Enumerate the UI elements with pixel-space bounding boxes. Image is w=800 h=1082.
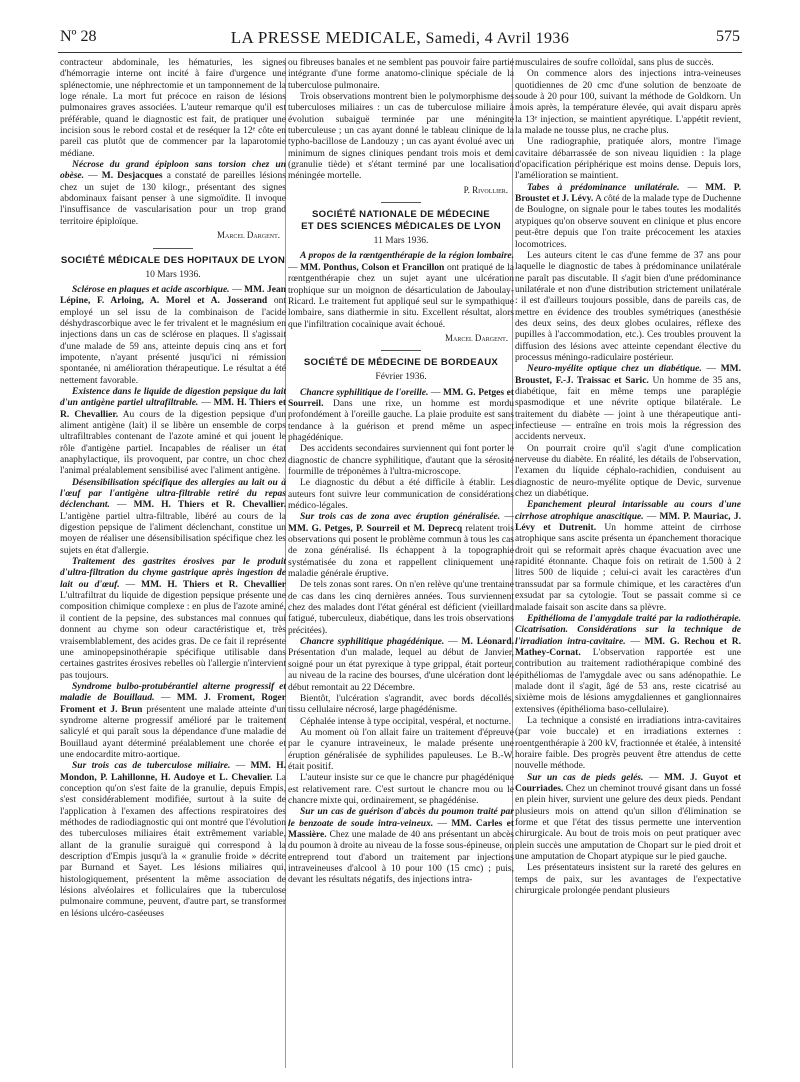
session-date: 10 Mars 1936. (145, 269, 201, 280)
article-authors: MM. H. Thiers et R. Chevallier (141, 579, 286, 590)
signature: Marcel Dargent. (445, 332, 508, 343)
paragraph: Des accidents secondaires surviennent qui font porter le diagnostic de chancre syphilitique, d'autant que la sérosité fourmille de tréponèmes à l'ultra-microscope. (288, 444, 514, 477)
paragraph: Au moment où l'on allait faire un traitement d'épreuve par le cyanure intraveineux, le malade présente une éruption généralisée de syphilides papuleuses. Le B.-W. était positif. (288, 727, 514, 772)
paragraph: Les présentateurs insistent sur la rareté des gelures en temps de paix, sur les avantages de l'expectative chirurgicale prolongée pendant plusieurs (515, 863, 741, 897)
paragraph: Les auteurs citent le cas d'une femme de 37 ans pour laquelle le diagnostic de tabes à prédominance unilatérale ne paraît pas discutable. Il s'agit bien d'une prédominance unilatérale et non d'une distribution strictement unilatérale : il est d'ailleurs toujours possible, dans de pareils cas, de mettre en évidence des troubles symétriques (anesthésie des deux seins, des deux globes oculaires, réflexe des pupilles à l'accommodation, etc.). Ces troubles prouvent la diffusion des lésions avec atteinte cependant élective du processus méningo-radiculaire postérieur. (515, 250, 741, 363)
article-necrose: Nécrose du grand épiploon sans torsion chez un obèse. — M. Desjacques a constaté de pareilles lésions chez un sujet de 130 kilogr., présentant des signes abdominaux faisant penser à une sigmoïdite. Il invoque l'insuffisance de vascularisation pour un trop grand territoire épiploïque. (60, 160, 286, 227)
article-title: Sur trois cas de tuberculose miliaire. (72, 761, 231, 772)
article-text: Chez une malade de 40 ans présentant un abcès du poumon à droite au niveau de la fosse sous-épineuse, on entreprend tout d'abord un traitement par injections intraveineuses d'alcool à 10 pour 100 (15 cmc) ; puis, devant les résultats négatifs, des injections intra- (288, 829, 514, 886)
article-authors: MM. J. Guyot et Courriades. (515, 772, 741, 794)
column-1 (60, 58, 286, 1072)
article-title: Désensibilisation spécifique des allergies au lait ou à l'œuf par l'antigène ultra-filtrable retiré du repas déclenchant. (60, 477, 286, 511)
paragraph: L'auteur insiste sur ce que le chancre pur phagédénique est relativement rare. C'est surtout le chancre mou ou le chancre mixte qui, ordinairement, se phagédénise. (288, 773, 514, 806)
signature: Marcel Dargent. (217, 230, 280, 241)
header-rule (58, 52, 742, 53)
article-desensibilisation: Désensibilisation spécifique des allergies au lait ou à l'œuf par l'antigène ultra-filtrable retiré du repas déclenchant. — MM. H. Thiers et R. Chevallier. L'antigène partiel ultra-filtrable, libéré au cours de la digestion pepsique de l'aliment déclenchant, constitue un moyen de réaliser une désensibilisation spécifique chez les sujets en état d'allergie. (60, 477, 286, 556)
article-existence: Existence dans le liquide de digestion pepsique du lait d'un antigène partiel ultrafiltrable. — MM. H. Thiers et R. Chevallier. Au cours de la digestion pepsique d'un aliment antigène (lait) il se libère un ensemble de corps ultrafiltrables contenant de l'azote aminé et qui jouent le rôle d'antigène partiel. Incapables de réaliser un état anaphylactique, ils provoquent, par contre, un choc chez l'animal préalablement sensibilisé avec l'aliment antigène. (60, 386, 286, 477)
paragraph: La technique a consisté en irradiations intra-cavitaires (par voie buccale) et en irradiations externes : roentgenthérapie à 200 kV, fractionnée et étalée, à intensité horaire faible. Des progrès peuvent être attendus de cette nouvelle méthode. (515, 715, 741, 772)
article-title: Sclérose en plaques et acide ascorbique. (72, 284, 230, 295)
society-heading: SOCIÉTÉ DE MÉDECINE DE BORDEAUX (303, 357, 499, 369)
paragraph: On commence alors des injections intra-veineuses quotidiennes de 20 cmc d'une solution de benzoate de soude à 20 pour 100, suivant la méthode de Goldkorn. Un mois après, la température élevée, qui avait disparu après la 13ᵉ injection, se maintient apyrétique. L'appétit revient, la malade ne tousse plus, ne crache plus. (515, 69, 741, 137)
article-text: Présentation d'un malade, lequel au début de Janvier, soigné pour un état pyrexique à type grippal, était porteur, au niveau de la racine des bourses, d'une ulcération dont le début remontait au 22 Décembre. (288, 648, 514, 693)
article-epanchement: Epanchement pleural intarissable au cours d'une cirrhose atrophique anascitique. — MM. P. Mauriac, J. Lévy et Dutrenit. Un homme atteint de cirrhose atrophique sans ascite présenta un épanchement thoracique droit qui se reformait après chaque évacuation avec une rapidité étonnante. Chaque fois on retirait de 1.500 à 2 litres 500 de liquide ; celui-ci avait les caractères d'un transsudat par sa formule chimique, et les caractères d'un exsudat par sa cytologie. Tout se passait comme si ce malade faisait son ascite dans sa plèvre. (515, 500, 741, 613)
paragraph: contracteur abdominale, les hématuries, les signes d'hémorragie interne ont incité à faire d'urgence une splénectomie, une néphrectomie et un tamponnement de la loge rénale. La mort fut précoce en raison de lésions pulmonaires graves associées. L'auteur remarque qu'il est préférable, quand le diagnostic est fait, de pratiquer une incision sous le rebord costal et de reséquer la 12ᵉ côte en pareil cas plutôt que de commencer par la laparotomie médiane. (60, 58, 286, 159)
article-title: Sur trois cas de zona avec éruption généralisée. (300, 512, 501, 523)
article-text: Un homme atteint de cirrhose atrophique sans ascite présenta un épanchement thoracique droit qui se reformait après chaque évacuation avec une rapidité étonnante. Chaque fois on retirait de 1.500 à 2 litres 500 de liquide ; celui-ci avait les caractères d'un transsudat par sa formule chimique, et les caractères d'un exsudat par sa cytologie. Tout se passait comme si ce malade faisait son ascite dans sa plèvre. (515, 523, 741, 613)
separator-rule (153, 248, 193, 249)
article-title: Chancre syphilitique phagédénique. (300, 637, 445, 648)
article-authors: MM. Broustet, F.-J. Traissac et Saric. (515, 364, 741, 386)
article-title: Existence dans le liquide de digestion pepsique du lait d'un antigène partiel ultrafiltrable. (60, 386, 286, 409)
page-header (60, 28, 740, 52)
article-title: Epithélioma de l'amygdale traité par la radiothérapie. Cicatrisation. Considérations sur la technique de l'irradiation intra-cavitaire. (515, 613, 741, 647)
article-authors: MM. P. Mauriac, J. Lévy et Dutrenit. (515, 511, 741, 534)
session-date: 11 Mars 1936. (373, 236, 429, 247)
article-text: La conception qu'on s'est faite de la granulie, depuis Empis, s'est considérablement modifiée, surtout à la suite de l'application à l'examen des affections respiratoires des méthodes de radiodiagnostic qui ont montré que l'évolution des tuberculoses miliaires était extrêmement variable, allant de la granulie suraiguë qui correspond à la description d'Empis jusqu'à la « granulie froide » décrite par Burnand et Sayet. Les lésions miliaires qui, histologiquement, présentent la même association de lésions alvéolaires et folliculaires que la tuberculose pulmonaire commune, peuvent, d'autre part, se transformer en lésions ulcéro-caséeuses (60, 772, 286, 919)
article-authors: M. Léonard. (461, 637, 514, 648)
signature: P. Rivollier. (463, 184, 508, 195)
paragraph: Une radiographie, pratiquée alors, montre l'image cavitaire débarrassée de son niveau liquidien : la plage d'opacification périphérique est moins dense. Depuis lors, l'amélioration se maintient. (515, 137, 741, 182)
article-text: ont pratiqué de la rœntgenthérapie chez un sujet ayant une ulcération trophique sur un moignon de désarticulation de Jaboulay-Ricard. Le traitement fut appliqué seul sur le sympathique lombaire, sans diathermie in situ. Excellent résultat, alors que l'infiltration cocaïnique avait échoué. (288, 262, 514, 330)
article-title: Nécrose du grand épiploon sans torsion chez un obèse. (60, 160, 286, 182)
issue-date: Samedi, 4 Avril 1936 (425, 30, 570, 47)
column-2 (288, 58, 514, 1072)
paragraph: De tels zonas sont rares. On n'en relève qu'une trentaine de cas dans les cinq dernières années. Tous surviennent chez des malades dont l'état général est déficient (vieillard fatigué, tuberculeux, diabétique, dans les trois observations précitées). (288, 580, 514, 636)
paragraph: Trois observations montrent bien le polymorphisme des tuberculoses miliaires : un cas de tuberculose miliaire à évolution subaiguë terminée par une méningite tuberculeuse ; un cas ayant donné le tableau clinique de la typho-bacillose de Landouzy ; un cas ayant évolué avec un minimum de signes cliniques pendant trois mois et demi (granulie tiède) et s'étant terminé par une localisation méningée mortelle. (288, 92, 514, 182)
article-text: Un homme de 35 ans, diabétique, fait en même temps une paraplégie spasmodique et une névrite optique bilatérale. Le traitement du diabète — joint à une thérapeutique anti-infectieuse — entraîne en trois mois la régression des accidents nerveux. (515, 375, 741, 443)
society-heading-line1: SOCIÉTÉ NATIONALE DE MÉDECINE (311, 209, 491, 221)
article-text: Chez un cheminot trouvé gisant dans un fossé en plein hiver, survient une gelure des deux pieds. Pendant plusieurs mois on attend qu'un sillon d'élimination se forme et que l'état des tissus permette une intervention chirurgicale. Au bout de trois mois on peut pratiquer avec plein succès une amputation de Chopart sur le pied droit et une amputation de Chopart atypique sur le pied gauche. (515, 784, 741, 863)
article-miliaire: Sur trois cas de tuberculose miliaire. — MM. H. Mondon, P. Lahillonne, H. Audoye et L. Chevalier. La conception qu'on s'est faite de la granulie, depuis Empis, s'est considérablement modifiée, surtout à la suite de l'application à l'examen des affections respiratoires des méthodes de radiodiagnostic qui ont montré que l'évolution des tuberculoses miliaires était extrêmement variable, allant de la granulie suraiguë qui correspond à la description d'Empis jusqu'à la « granulie froide » décrite par Burnand et Sayet. Les lésions miliaires qui, histologiquement, présentent la même association de lésions alvéolaires et folliculaires que la tuberculose pulmonaire commune, peuvent, d'autre part, se transformer en lésions ulcéro-caséeuses (60, 761, 286, 919)
article-text: L'ultrafiltrat du liquide de digestion pepsique présente une composition chimique complexe : en plus de l'azote aminé, il contient de la pepsine, des substances mal connues qui donnent au chyme son odeur caractéristique et, très vraisemblablement, des acides gras. De ce fait il représente une aminopepsinothérapie spécifique utilisable dans certaines gastrites érosives rebelles où l'allergie n'intervient pas toujours. (60, 591, 286, 681)
paragraph: Céphalée intense à type occipital, vespéral, et nocturne. (300, 716, 512, 727)
article-text: ont employé un sel issu de la combinaison de l'acide déshydrascorbique avec le fer trivalent et le magnésium en injections dans un cas de sclérose en plaques. Il s'agissait d'une malade de 59 ans, atteinte depuis cinq ans et fort impotente, n'ayant présenté jusqu'ici ni rémission spontanée, ni amélioration thérapeutique. Le résultat a été nettement favorable. (60, 296, 286, 386)
article-pieds-geles: Sur un cas de pieds gelés. — MM. J. Guyot et Courriades. Chez un cheminot trouvé gisant dans un fossé en plein hiver, survient une gelure des deux pieds. Pendant plusieurs mois on attend qu'un sillon d'élimination se forme et que l'état des tissus permette une intervention chirurgicale. Au bout de trois mois on peut pratiquer avec plein succès une amputation de Chopart sur le pied droit et une amputation de Chopart atypique sur le pied gauche. (515, 772, 741, 863)
article-authors: MM. H. Thiers et R. Chevallier. (60, 398, 286, 420)
article-title: A propos de la rœntgenthérapie de la région lombaire. (300, 251, 514, 262)
article-text: A côté de la malade type de Duchenne de Boulogne, on signale pour le tabes toutes les modalités atypiques qu'on observe souvent en clinique et plus encore peut-être depuis que l'on traite précocement les ataxies locomotrices. (515, 194, 741, 250)
article-authors: MM. Carles et Massière. (288, 818, 514, 840)
article-text: a constaté de pareilles lésions chez un sujet de 130 kilogr., présentant des signes abdominaux faisant penser à une sigmoïdite. Il invoque l'insuffisance de vascularisation pour un trop grand territoire épiploïque. (60, 171, 286, 227)
article-syndrome: Syndrome bulbo-protubérantiel alterne progressif et maladie de Bouillaud. — MM. J. Froment, Roger Froment et J. Brun présentent une malade atteinte d'un syndrome alterne progressif amélioré par le traitement salicylé et qui paraît sous la dépendance d'une maladie de Bouillaud ayant déterminé préalablement une chorée et une endocardite mitro-aortique. (60, 681, 286, 760)
article-zona: Sur trois cas de zona avec éruption généralisée. — MM. G. Petges, P. Sourreil et M. Deprecq relatent trois observations qui posent le problème commun à tous les cas de zona généralisé. Ils échappent à la topographie systématisée du zona et rappellent cliniquement une maladie générale éruptive. (288, 512, 514, 580)
article-text: Dans une rixe, un homme est mordu profondément à l'oreille gauche. La plaie produite est sans tendance à la guérison et prend même un aspect phagédénique. (288, 398, 514, 443)
paragraph: On pourrait croire qu'il s'agit d'une complication nerveuse du diabète. En réalité, les détails de l'observation, l'examen du liquide céphalo-rachidien, conduisent au diagnostic de neuro-myélite optique de Devic, survenue chez un diabétique. (515, 443, 741, 500)
article-authors: MM. H. Thiers et R. Chevallier. (133, 500, 286, 511)
article-authors: MM. Jean Lépine, F. Arloing, A. Morel et A. Josserand (60, 284, 286, 307)
paragraph: musculaires de soufre colloïdal, sans plus de succès. (515, 58, 714, 68)
society-heading-line2: ET DES SCIENCES MÉDICALES DE LYON (301, 221, 501, 233)
article-epithelioma: Epithélioma de l'amygdale traité par la radiothérapie. Cicatrisation. Considérations sur la technique de l'irradiation intra-cavitaire. — MM. G. Rechou et R. Mathey-Cornat. L'observation rapportée est une contribution au traitement radiothérapique combiné des épithéliomas de l'amygdale avec ou sans adénopathie. Le malade dont il s'agit, âgé de 53 ans, reste cicatrisé au sixième mois de lésions amygdaliennes et ganglionnaires extensives (épithélioma baso-cellulaire). (515, 613, 741, 715)
page-number: 575 (716, 28, 740, 45)
article-title: Sur un cas de guérison d'abcès du poumon traité par le benzoate de soude intra-veineux. (288, 807, 514, 829)
article-text: présentent une malade atteinte d'un syndrome alterne progressif amélioré par le traitement salicylé et qui paraît sous la dépendance d'une maladie de Bouillaud ayant déterminé préalablement une chorée et une endocardite mitro-aortique. (60, 704, 286, 760)
article-roentgen: A propos de la rœntgenthérapie de la région lombaire. — MM. Ponthus, Colson et Francillon ont pratiqué de la rœntgenthérapie chez un sujet ayant une ulcération trophique sur un moignon de désarticulation de Jaboulay-Ricard. Le traitement fut appliqué seul sur le sympathique lombaire, sans diathermie in situ. Excellent résultat, alors que l'infiltration cocaïnique avait échoué. (288, 251, 514, 330)
article-authors: MM. G. Petges et Sourreil. (288, 387, 514, 409)
article-abces: Sur un cas de guérison d'abcès du poumon traité par le benzoate de soude intra-veineux. — MM. Carles et Massière. Chez une malade de 40 ans présentant un abcès du poumon à droite au niveau de la fosse sous-épineuse, on entreprend tout d'abord un traitement par injections intraveineuses d'alcool à 10 pour 100 (15 cmc) ; puis, devant les résultats négatifs, des injections intra- (288, 807, 514, 886)
article-authors: MM. H. Mondon, P. Lahillonne, H. Audoye et L. Chevalier. (60, 761, 286, 783)
separator-rule (381, 202, 421, 203)
article-authors: MM. J. Froment, Roger Froment et J. Brun (60, 693, 286, 715)
article-neuro-myelite: Neuro-myélite optique chez un diabétique. — MM. Broustet, F.-J. Traissac et Saric. Un homme de 35 ans, diabétique, fait en même temps une paraplégie spasmodique et une névrite optique bilatérale. Le traitement du diabète — joint à une thérapeutique anti-infectieuse — entraîne en trois mois la régression des accidents nerveux. (515, 364, 741, 443)
journal-masthead (60, 28, 740, 48)
society-heading: SOCIÉTÉ MÉDICALE DES HOPITAUX DE LYON (60, 254, 286, 266)
article-tabes: Tabes à prédominance unilatérale. — MM. P. Broustet et J. Lévy. A côté de la malade type de Duchenne de Boulogne, on signale pour le tabes toutes les modalités atypiques qu'on observe souvent en clinique et plus encore peut-être depuis que l'on traite précocement les ataxies locomotrices. (515, 182, 741, 250)
paragraph: Le diagnostic du début a été difficile à établir. Les auteurs font suivre leur communication de considérations médico-légales. (288, 478, 514, 511)
article-authors: MM. G. Petges, P. Sourreil et M. Deprecq (288, 523, 463, 534)
article-authors: MM. P. Broustet et J. Lévy. (515, 182, 741, 205)
article-authors: MM. G. Rechou et R. Mathey-Cornat. (515, 636, 741, 658)
article-chancre-oreille: Chancre syphilitique de l'oreille. — MM. G. Petges et Sourreil. Dans une rixe, un homme est mordu profondément à l'oreille gauche. La plaie produite est sans tendance à la guérison et prend même un aspect phagédénique. (288, 387, 514, 443)
article-title: Sur un cas de pieds gelés. (527, 772, 644, 783)
paragraph: ou fibreuses banales et ne semblent pas pouvoir faire partie intégrante d'une forme anatomo-clinique spéciale de la tuberculose pulmonaire. (288, 58, 514, 91)
column-3 (515, 58, 741, 1072)
article-text: relatent trois observations qui posent le problème commun à tous les cas de zona généralisé. Ils échappent à la topographie systématisée du zona et rappellent cliniquement une maladie générale éruptive. (288, 523, 514, 580)
article-chancre-phagedenique: Chancre syphilitique phagédénique. — M. Léonard. Présentation d'un malade, lequel au début de Janvier, soigné pour un état pyrexique à type grippal, était porteur, au niveau de la racine des bourses, d'une ulcération dont le début remontait au 22 Décembre. (288, 637, 514, 693)
session-date: Février 1936. (375, 372, 427, 383)
article-title: Epanchement pleural intarissable au cours d'une cirrhose atrophique anascitique. (515, 500, 741, 522)
article-title: Syndrome bulbo-protubérantiel alterne progressif et maladie de Bouillaud. (60, 681, 286, 704)
journal-title: LA PRESSE MEDICALE, (230, 28, 422, 47)
article-text: L'antigène partiel ultra-filtrable, libéré au cours de la digestion pepsique de l'aliment déclenchant, constitue un moyen de réaliser une désensibilisation spécifique chez les sujets en état d'allergie. (60, 511, 286, 556)
article-text: Au cours de la digestion pepsique d'un aliment antigène (lait) il se libère un ensemble de corps ultrafiltrables contenant de l'azote aminé et qui jouent le rôle d'antigène partiel. Incapables de réaliser un état anaphylactique, ils provoquent, par contre, un choc chez l'animal préalablement sensibilisé avec l'aliment antigène. (60, 409, 286, 477)
issue-number: Nº 28 (60, 28, 97, 45)
article-authors: M. Desjacques (101, 171, 163, 182)
paragraph: Bientôt, l'ulcération s'agrandit, avec bords décollés, tissu cellulaire nécrosé, large phagédénisme. (288, 693, 514, 716)
article-sclerose: Sclérose en plaques et acide ascorbique. — MM. Jean Lépine, F. Arloing, A. Morel et A. Josserand ont employé un sel issu de la combinaison de l'acide déshydrascorbique avec le fer trivalent et le magnésium en injections dans un cas de sclérose en plaques. Il s'agissait d'une malade de 59 ans, atteinte depuis cinq ans et fort impotente, n'ayant présenté jusqu'ici ni rémission spontanée, ni amélioration thérapeutique. Le résultat a été nettement favorable. (60, 284, 286, 386)
article-title: Traitement des gastrites érosives par le produit d'ultra-filtration du chyme gastrique après ingestion de lait ou d'œuf. (60, 557, 286, 590)
article-title: Neuro-myélite optique chez un diabétique. (527, 364, 702, 375)
article-text: L'observation rapportée est une contribution au traitement radiothérapique combiné des épithéliomas de l'amygdale avec ou sans adénopathie. Le malade dont il s'agit, âgé de 53 ans, reste cicatrisé au sixième mois de lésions amygdaliennes et ganglionnaires extensives (épithélioma baso-cellulaire). (515, 647, 741, 715)
article-title: Tabes à prédominance unilatérale. (527, 182, 680, 193)
article-traitement: Traitement des gastrites érosives par le produit d'ultra-filtration du chyme gastrique après ingestion de lait ou d'œuf. — MM. H. Thiers et R. Chevallier L'ultrafiltrat du liquide de digestion pepsique présente une composition chimique complexe : en plus de l'azote aminé, il contient de la pepsine, des substances mal connues qui donnent au chyme son odeur caractéristique et, très vraisemblablement, des acides gras. De ce fait il représente une aminopepsinothérapie spécifique utilisable dans certaines gastrites érosives rebelles où l'allergie n'intervient pas toujours. (60, 557, 286, 681)
separator-rule (381, 350, 421, 351)
article-title: Chancre syphilitique de l'oreille. (300, 387, 429, 398)
article-authors: MM. Ponthus, Colson et Francillon (300, 262, 445, 273)
